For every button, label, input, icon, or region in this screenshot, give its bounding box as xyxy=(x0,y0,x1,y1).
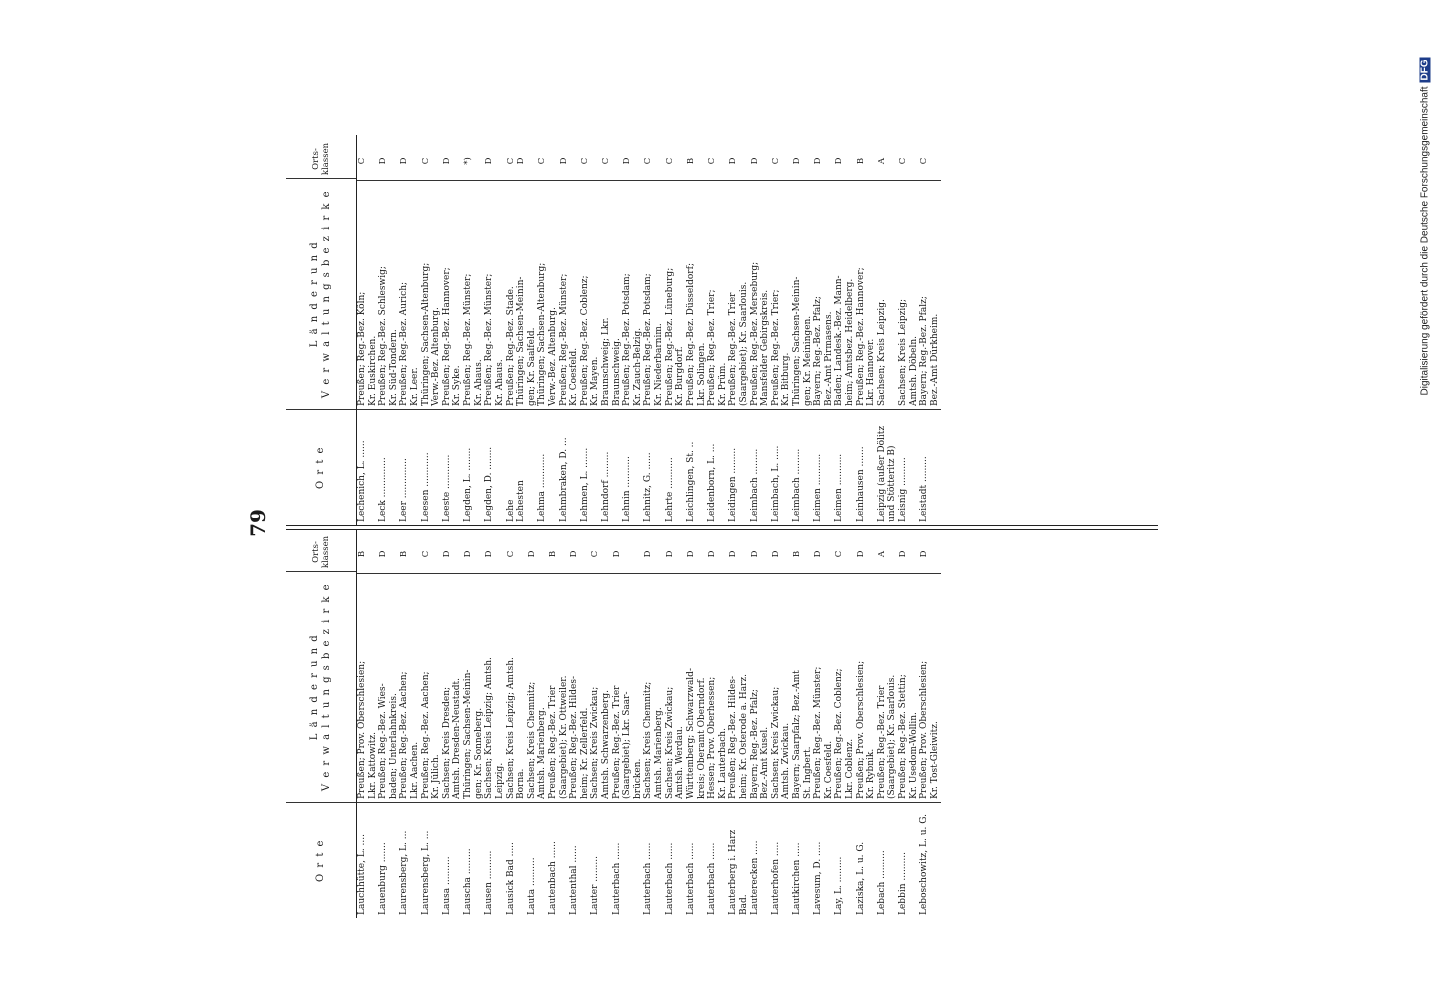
place-name: Lausa .......... xyxy=(441,856,452,915)
place-class: C xyxy=(770,157,781,165)
place-class: C xyxy=(664,157,675,165)
table-row xyxy=(559,135,580,525)
table-row xyxy=(548,530,569,918)
table-row xyxy=(834,135,855,525)
place-name: Laziska, L. u. G. xyxy=(855,841,866,915)
table-row xyxy=(792,135,813,525)
place-name: Lehma ............ xyxy=(537,453,548,522)
place-class: C xyxy=(420,157,431,165)
table-row xyxy=(834,530,855,918)
place-name: Leimen ........... xyxy=(813,453,824,522)
place-class: D xyxy=(855,550,866,558)
left-column-table xyxy=(286,529,1158,918)
place-name: Lauterbach ...... xyxy=(664,842,675,915)
place-class: D xyxy=(749,550,760,558)
table-row xyxy=(569,530,590,918)
place-name: Lausick Bad ..... xyxy=(505,842,516,915)
district-info: Preußen; Reg.-Bez. Düsseldorf; Lkr. Solingen. xyxy=(686,180,707,410)
place-name: Lautenbach ...... xyxy=(547,841,558,915)
table-row xyxy=(771,135,792,525)
place-name: Lautenthal ...... xyxy=(569,845,580,915)
district-info: Preußen; Reg.-Bez. Münster; Kr. Coesfeld. xyxy=(559,180,580,410)
table-row xyxy=(643,530,664,918)
place-class: D xyxy=(791,157,802,165)
table-row xyxy=(537,135,558,525)
place-name: Leimen ........... xyxy=(834,453,845,522)
place-class: B xyxy=(547,550,558,558)
table-row xyxy=(898,135,919,525)
place-name: Leinhausen ....... xyxy=(855,446,866,522)
place-name: Leichlingen, St. .. xyxy=(685,441,696,522)
table-row xyxy=(750,530,771,918)
district-info: Bayern; Saarpfalz; Bez.-Amt St. Ingbert. xyxy=(792,573,813,803)
district-info: Preußen; Reg.-Bez. Hildes- heim; Kr. Osterode a. Harz. xyxy=(728,573,749,803)
district-info: Preußen; Reg.-Bez. Münster; Kr. Ahaus. xyxy=(484,180,505,410)
place-class: B xyxy=(399,550,410,558)
place-class: C xyxy=(505,550,516,558)
place-class: D xyxy=(813,157,824,165)
place-class: D xyxy=(898,550,909,558)
place-name: Laurensberg, L. ... xyxy=(399,830,410,915)
place-name: Leer .............. xyxy=(399,458,410,522)
place-name: Leesen ............ xyxy=(420,452,431,522)
place-class: D xyxy=(813,550,824,558)
district-info: Bayern; Reg.-Bez. Pfalz; Bez.-Amt Dürkheim. xyxy=(919,180,940,410)
place-name: Lausen .......... xyxy=(484,850,495,915)
table-row xyxy=(421,530,442,918)
place-class: A xyxy=(876,157,887,165)
header-orte: O r t e xyxy=(286,409,356,525)
place-name: Lauterberg i. Harz Bad. xyxy=(728,829,749,915)
rotated-table-page xyxy=(230,128,1170,918)
place-class: D xyxy=(622,157,633,165)
place-class: C xyxy=(357,157,367,165)
table-row xyxy=(399,530,420,918)
district-info: Preußen; Reg.-Bez. Lüneburg; Kr. Burgdorf. xyxy=(665,180,686,410)
place-name: Lauchhütte, L. .... xyxy=(357,834,367,915)
place-name: Leboschowitz, L. u. G. xyxy=(919,814,930,915)
place-class: C xyxy=(919,157,930,165)
left-table-header xyxy=(286,530,357,918)
district-info: Sachsen; Kreis Dresden; Amtsh. Dresden-Neustadt. xyxy=(442,573,463,803)
header-laender xyxy=(286,178,356,409)
district-info: Bayern; Reg.-Bez. Pfalz; Bez.-Amt Pirmasens. xyxy=(813,180,834,410)
table-row xyxy=(357,135,378,525)
place-name: Leisnig .......... xyxy=(898,457,909,522)
place-name: Lebbin .......... xyxy=(898,852,909,915)
district-info: Preußen; Reg.-Bez. Hannover; Kr. Syke. xyxy=(442,180,463,410)
district-info: Sachsen; Kreis Leipzig; Amtsh. Borna. xyxy=(506,573,527,803)
table-row xyxy=(813,530,834,918)
place-name: Lehmen, L. ....... xyxy=(579,447,590,522)
district-info: Preußen; Reg.-Bez. Stade. Thüringen; Sachsen-Meinin- gen; Kr. Saalfeld. xyxy=(506,180,538,410)
district-info: Preußen; Reg.-Bez. Trier; Kr. Prüm. xyxy=(707,180,728,410)
place-class: D xyxy=(526,550,537,558)
table-row xyxy=(378,530,399,918)
place-class: D xyxy=(834,157,845,165)
district-info: Preußen; Reg.-Bez. Münster; Kr. Coesfeld. xyxy=(813,573,834,803)
table-row xyxy=(686,135,707,525)
district-info: Preußen; Reg.-Bez. Wies- baden; Unterlahnkreis. xyxy=(378,573,399,803)
district-info: Preußen; Reg.-Bez. Hannover; Lkr. Hannover. xyxy=(856,180,877,410)
table-row xyxy=(877,530,898,918)
place-name: Lebach .......... xyxy=(876,850,887,915)
table-row xyxy=(442,135,463,525)
place-name: Lehe Lehesten xyxy=(505,480,527,522)
table-row xyxy=(792,530,813,918)
place-name: Leeste ............ xyxy=(441,454,452,522)
district-info: Württemberg; Schwarzwald- kreis; Oberamt Oberndorf. xyxy=(686,573,707,803)
place-class: D xyxy=(463,550,474,558)
header-laender-text: L ä n d e r u n d V e r w a l t u n g s b e z i r k e xyxy=(309,582,332,792)
table-row xyxy=(442,530,463,918)
district-info: Sachsen; Kreis Chemnitz; Amtsh. Marienberg. xyxy=(527,573,548,803)
place-class: D xyxy=(484,157,495,165)
place-class: B xyxy=(685,157,696,165)
place-class: D xyxy=(643,550,654,558)
place-class: *) xyxy=(463,157,474,165)
district-info: Preußen; Prov. Oberschlesien; Lkr. Kattowitz. xyxy=(357,573,378,803)
credit-text: Digitalisierung gefördert durch die Deutsche Forschungsgemeinschaft xyxy=(1419,86,1431,396)
place-class: D xyxy=(749,157,760,165)
table-row xyxy=(686,530,707,918)
header-orte: O r t e xyxy=(286,802,356,918)
district-info: Sachsen; Kreis Leipzig. xyxy=(877,180,898,410)
table-row xyxy=(750,135,771,525)
place-name: Lehrte ........... xyxy=(664,457,675,522)
header-laender xyxy=(286,571,356,802)
table-row xyxy=(378,135,399,525)
table-row xyxy=(728,135,749,525)
district-info: Sachsen; Kreis Leipzig; Amtsh. Döbeln. xyxy=(898,180,919,410)
place-name: Leistadt ......... xyxy=(919,456,930,522)
table-row xyxy=(612,530,644,918)
district-info: Thüringen; Sachsen-Altenburg; Verw.-Bez. Altenburg. xyxy=(537,180,558,410)
place-class: C xyxy=(898,157,909,165)
place-class: C xyxy=(834,550,845,558)
district-info: Preußen; Reg.-Bez. Aachen; Kr. Jülich. xyxy=(421,573,442,803)
place-class: C xyxy=(707,157,718,165)
place-class: C xyxy=(601,157,612,165)
dfg-logo: DFG xyxy=(1419,59,1431,81)
place-name: Lechenich, L. ...... xyxy=(357,440,367,522)
place-name: Lauter ......... xyxy=(590,856,601,915)
place-name: Lavesum, D. ..... xyxy=(813,841,824,915)
place-name: Leck .............. xyxy=(378,457,389,522)
place-class: B xyxy=(855,157,866,165)
place-class: C xyxy=(643,157,654,165)
table-row xyxy=(421,135,442,525)
district-info: Preußen; Reg.-Bez. Aurich; Kr. Leer. xyxy=(399,180,420,410)
district-info: Sachsen; Kreis Zwickau; Amtsh. Zwickau. xyxy=(771,573,792,803)
place-name: Lehnitz, G. ...... xyxy=(643,452,654,522)
place-class: A xyxy=(876,550,887,558)
place-class: C xyxy=(579,157,590,165)
table-row xyxy=(919,135,940,525)
table-row xyxy=(856,135,877,525)
district-info: Bayern; Reg.-Bez. Pfalz; Bez.-Amt Kusel. xyxy=(750,573,771,803)
place-class: C xyxy=(537,157,548,165)
table-row xyxy=(580,135,601,525)
place-class: D xyxy=(378,157,389,165)
district-info: Sachsen; Kreis Zwickau; Amtsh. Schwarzenberg. xyxy=(590,573,611,803)
place-name: Leipzig (außer Dölitz und Stötteritz B) xyxy=(876,425,898,522)
district-info: Preußen; Prov. Oberschlesien; Kr. Tost-Gleiwitz. xyxy=(919,573,940,803)
table-row xyxy=(643,135,664,525)
table-row xyxy=(590,530,611,918)
district-info: Preußen; Reg.-Bez. Coblenz; Kr. Mayen. xyxy=(580,180,601,410)
district-info: Sachsen; Kreis Leipzig; Amtsh. Leipzig. xyxy=(484,573,505,803)
place-name: Lauterbach ...... xyxy=(685,842,696,915)
district-info: Preußen; Reg.-Bez. Schleswig; Kr. Süd-Tondern. xyxy=(378,180,399,410)
district-info: Preußen; Reg.-Bez. Köln; Kr. Euskirchen. xyxy=(357,180,378,410)
table-row xyxy=(622,135,643,525)
table-row xyxy=(484,530,505,918)
place-class: D xyxy=(728,157,739,165)
place-name: Lauterecken ..... xyxy=(749,840,760,915)
place-name: Lauenburg ....... xyxy=(378,842,389,915)
table-row xyxy=(601,135,622,525)
credit-line xyxy=(1420,16,1431,396)
table-row xyxy=(813,135,834,525)
district-info: Preußen; Reg.-Bez. Potsdam; Kr. Niederbarnim. xyxy=(643,180,664,410)
table-row xyxy=(665,135,686,525)
table-row xyxy=(484,135,505,525)
place-name: Legden, L. ........ xyxy=(463,447,474,522)
place-class: C D xyxy=(505,157,526,165)
place-class: D xyxy=(664,550,675,558)
place-class: D xyxy=(441,550,452,558)
place-class: C xyxy=(420,550,431,558)
table-row xyxy=(527,530,548,918)
place-name: Lay, L. ......... xyxy=(834,856,845,915)
district-info: Preußen; Reg.-Bez. Hildes- heim; Kr. Zellerfeld. xyxy=(569,573,590,803)
page-number: 79 xyxy=(246,509,270,537)
place-class: D xyxy=(728,550,739,558)
place-class: D xyxy=(569,550,580,558)
table-row xyxy=(707,135,728,525)
place-name: Lauterhofen ..... xyxy=(770,841,781,915)
district-info: Preußen; Reg.-Bez. Trier; Kr. Bitburg. xyxy=(771,180,792,410)
place-class: D xyxy=(919,550,930,558)
place-name: Leimbach ......... xyxy=(749,448,760,522)
place-class: D xyxy=(484,550,495,558)
table-row xyxy=(877,135,898,525)
district-info: Preußen; Reg.-Bez. Trier (Saargebiet); Lkr. Saar- brücken. xyxy=(612,573,644,803)
header-laender-text: L ä n d e r u n d V e r w a l t u n g s b e z i r k e xyxy=(309,189,332,399)
right-table-header xyxy=(286,135,357,525)
district-info: Preußen; Reg.-Bez. Trier (Saargebiet); Kr. Saarlouis. xyxy=(728,180,749,410)
district-info: Preußen; Reg.-Bez. Münster; Kr. Ahaus. xyxy=(463,180,484,410)
place-class: D xyxy=(685,550,696,558)
place-name: Lauscha ......... xyxy=(463,848,474,915)
district-info: Hessen; Prov. Oberhessen; Kr. Lauterbach. xyxy=(707,573,728,803)
place-class: D xyxy=(558,157,569,165)
right-column-table xyxy=(286,135,1158,526)
table-row xyxy=(357,530,378,918)
place-name: Laurensberg, L. ... xyxy=(420,830,431,915)
table-row xyxy=(463,135,484,525)
place-name: Leidenborn, L. ... xyxy=(707,443,718,522)
place-class: D xyxy=(378,550,389,558)
table-row xyxy=(463,530,484,918)
place-name: Lauterbach ...... xyxy=(707,842,718,915)
right-table-body xyxy=(357,135,941,525)
place-class: D xyxy=(441,157,452,165)
table-row xyxy=(399,135,420,525)
place-name: Lauterbach ...... xyxy=(611,842,622,915)
header-klassen-text: Orts- klassen xyxy=(310,142,331,176)
place-class: D xyxy=(399,157,410,165)
place-name: Legden, D. ........ xyxy=(484,446,495,522)
place-name: Lauta .......... xyxy=(526,857,537,915)
district-info: Preußen; Reg.-Bez. Stettin; Kr. Usedom-Wollin. xyxy=(898,573,919,803)
district-info: Thüringen; Sachsen-Altenburg; Verw.-Bez. Altenburg. xyxy=(421,180,442,410)
district-info: Thüringen; Sachsen-Meinin- gen; Kr. Meiningen. xyxy=(792,180,813,410)
place-name: Lauterbach ...... xyxy=(643,842,654,915)
district-info: Sachsen; Kreis Chemnitz; Amtsh. Marienberg. xyxy=(643,573,664,803)
table-row xyxy=(919,530,940,918)
place-class: D xyxy=(611,550,622,558)
place-name: Lehnin ........... xyxy=(622,456,633,522)
place-name: Leimbach ......... xyxy=(791,448,802,522)
table-row xyxy=(856,530,877,918)
left-table-body xyxy=(357,530,941,918)
place-class: D xyxy=(770,550,781,558)
district-info: Preußen; Prov. Oberschlesien; Kr. Rybnik. xyxy=(856,573,877,803)
district-info: Sachsen; Kreis Zwickau; Amtsh. Werdau. xyxy=(665,573,686,803)
digitization-credit xyxy=(1420,10,1434,410)
place-name: Lehmbraken, D. ... xyxy=(558,437,569,522)
district-info: Preußen; Reg.-Bez. Trier (Saargebiet); Kr. Ottweiler. xyxy=(548,573,569,803)
district-info: Preußen; Reg.-Bez. Potsdam; Kr. Zauch-Belzig. xyxy=(622,180,643,410)
table-row xyxy=(707,530,728,918)
table-row xyxy=(665,530,686,918)
district-info: Preußen; Reg.-Bez. Trier (Saargebiet); Kr. Saarlouis. xyxy=(877,573,898,803)
district-info: Braunschweig; Lkr. Braunschweig. xyxy=(601,180,622,410)
place-name: Leimbach, L. ..... xyxy=(770,445,781,522)
district-info: Preußen; Reg.-Bez. Aachen; Lkr. Aachen. xyxy=(399,573,420,803)
district-info: Preußen; Reg.-Bez. Coblenz; Lkr. Coblenz. xyxy=(834,573,855,803)
place-name: Lautkirchen ..... xyxy=(791,842,802,915)
table-row xyxy=(506,135,538,525)
place-class: C xyxy=(590,550,601,558)
place-class: D xyxy=(707,550,718,558)
header-klassen xyxy=(286,140,356,178)
table-row xyxy=(728,530,749,918)
table-row xyxy=(506,530,527,918)
district-info: Baden; Landesk.-Bez. Mann- heim; Amtsbez. Heidelberg. xyxy=(834,180,855,410)
district-info: Preußen; Reg.-Bez. Merseburg; Mansfelder Gebirgskreis. xyxy=(750,180,771,410)
district-info: Thüringen; Sachsen-Meinin- gen; Kr. Sonneberg. xyxy=(463,573,484,803)
place-class: B xyxy=(791,550,802,558)
header-klassen xyxy=(286,533,356,571)
place-name: Lehndorf ......... xyxy=(601,451,612,522)
place-name: Leidingen ......... xyxy=(728,447,739,522)
header-klassen-text: Orts- klassen xyxy=(310,535,331,569)
table-row xyxy=(898,530,919,918)
table-row xyxy=(771,530,792,918)
place-class: B xyxy=(357,550,367,558)
